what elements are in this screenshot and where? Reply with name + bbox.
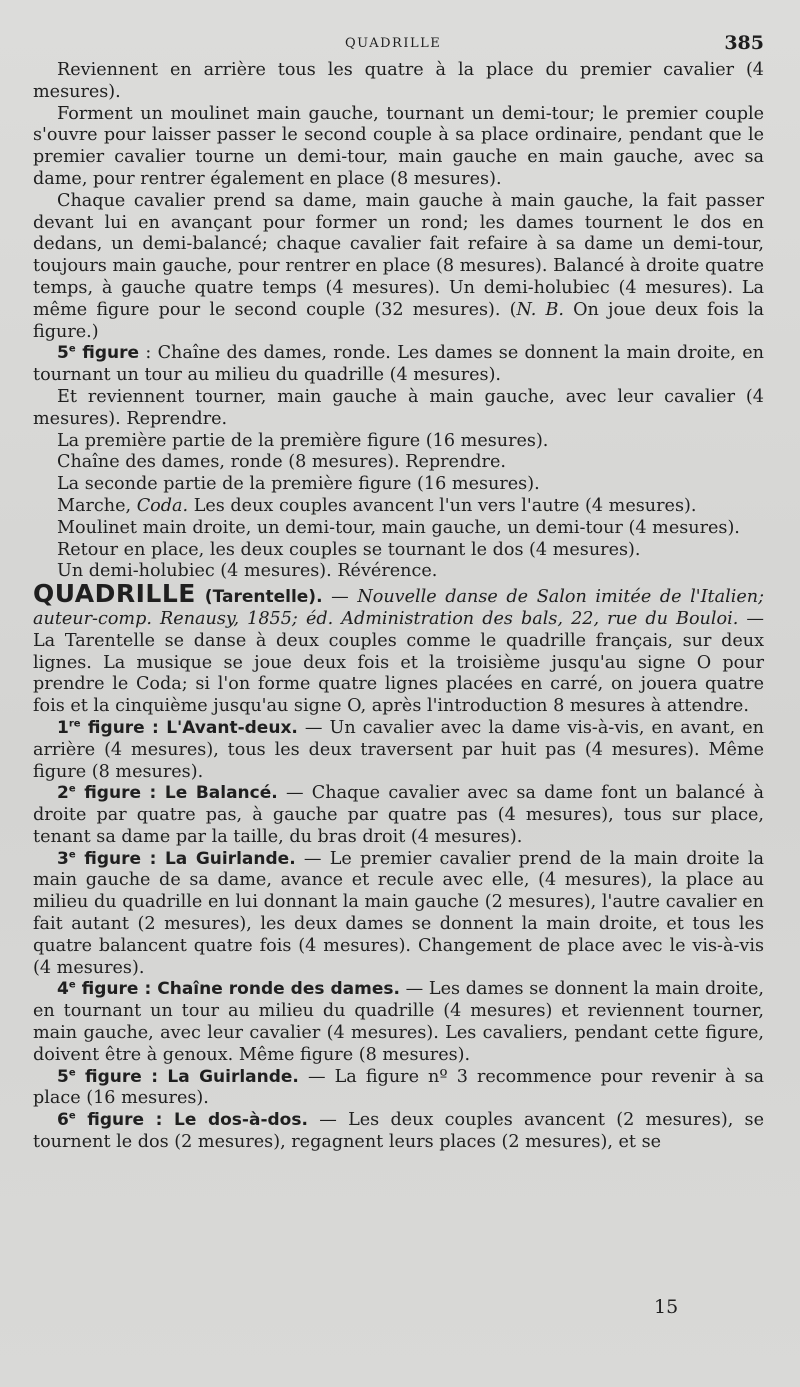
paragraph: Forment un moulinet main gauche, tournant un demi-tour; le premier couple s'ouvre pour laisser passer le second couple à sa place ordinaire, pendant que le premier cavalier tourne un demi-tour, main gauche en main gauche, avec sa dame, pour rentrer également en place (8 mesures). [33,103,764,189]
figure-text: — Le premier cavalier prend de la main droite la main gauche de sa dame, avance et recule avec elle, (4 mesures), la place au milieu du quadrille en lui donnant la main gauche (2 mesures), l'autre cavalier en fait autant (2 mesures), les deux dames se donnent la main droite, et tous les quatre balancent quatre fois (4 mesures). Changement de place avec le vis-à-vis (4 mesures). [33,848,764,978]
figure-label: figure : Chaîne ronde des dames. [75,979,400,1000]
figure-ordinal: e [68,1110,76,1122]
quadrille-entry [33,579,765,718]
paragraph-text: Les deux couples avancent l'un vers l'autre (4 mesures). [188,495,697,516]
figure-ordinal: e [68,979,76,991]
figure-label: figure : L'Avant-deux. [80,717,298,738]
paragraph-text: Chaque cavalier prend sa dame, main gauche à main gauche, la fait passer devant lui en avançant pour former un rond; les dames tournent le dos en dedans, un demi-balancé; chaque cavalier fait refaire à sa dame un demi-tour, toujours main gauche, pour rentrer en place (8 mesures). Balancé à droite quatre temps, à gauche quatre temps (4 mesures). Un demi-holubiec (4 mesures). La même figure pour le second couple (32 mesures). ( [33,190,764,320]
figure-label: figure : La Guirlande. [75,1066,299,1087]
paragraph-text: Marche, [57,495,137,516]
nota-bene: N. B. [516,299,564,320]
figure-ordinal: e [68,849,76,861]
paragraph: Chaîne des dames, ronde (8 mesures). Reprendre. [57,452,506,473]
figure-paragraph [33,1110,764,1154]
figure-list [33,718,764,1154]
signature-mark: 15 [654,1296,679,1318]
figure-text: — Un cavalier avec la dame vis-à-vis, en avant, en arrière (4 mesures), tous les deux traversent par huit pas (4 mesures). Même figure (8 mesures). [33,717,764,782]
running-title: QUADRILLE [345,36,442,51]
figure-num: 4 [57,979,69,1000]
figure-number [57,849,296,869]
paragraph: Retour en place, les deux couples se tournant le dos (4 mesures). [57,539,641,560]
figure-number [57,1067,299,1087]
paragraph: La seconde partie de la première figure (16 mesures). [57,474,540,495]
paragraph: Reviennent en arrière tous les quatre à la place du premier cavalier (4 mesures). [33,60,764,102]
paragraph: Et reviennent tourner, main gauche à main gauche, avec leur cavalier (4 mesures). Reprendre. [33,386,764,429]
figure-text: — La figure nº 3 recommence pour revenir à sa place (16 mesures). [33,1066,764,1109]
figure-num: 2 [57,783,69,804]
figure-paragraph [33,718,764,783]
figure-label: figure : Le dos-à-dos. [75,1110,308,1131]
paragraph [33,191,764,344]
figure-text: — Les deux couples avancent (2 mesures), se tournent le dos (2 mesures), regagnent leurs places (2 mesures), et se [33,1110,764,1153]
figure-ordinal: e [68,343,76,355]
figure-text: — Les dames se donnent la main droite, en tournant un tour au milieu du quadrille (4 mesures) et reviennent tourner, main gauche, avec leur cavalier (4 mesures). Les cavaliers, pendant cette figure, doivent être à genoux. Même figure (8 mesures). [33,979,764,1065]
paragraph-text: On joue deux fois la figure.) [33,299,764,342]
paragraph [33,496,764,518]
figure-paragraph [33,979,764,1066]
figure-5-paragraph [33,343,764,387]
figure-label: figure : La Guirlande. [75,848,296,869]
figure-paragraph [33,849,764,980]
figure-ordinal: e [68,1067,76,1078]
paragraph: Un demi-holubiec (4 mesures). Révérence. [57,561,438,582]
figure-text: : Chaîne des dames, ronde. Les dames se donnent la main droite, en tournant un tour au milieu du quadrille (4 mesures). [33,343,764,386]
figure-label: figure [75,343,140,364]
entry-subheading: (Tarentelle). [195,587,323,608]
figure-ordinal: re [68,718,81,730]
paragraph: Moulinet main droite, un demi-tour, main gauche, un demi-tour (4 mesures). [57,517,740,538]
entry-heading: QUADRILLE [33,579,196,609]
figure-text: — Chaque cavalier avec sa dame font un balancé à droite par quatre pas, à gauche par quatre pas (4 mesures), tous sur place, tenant sa dame par la taille, du bras droit (4 mesures). [33,783,764,847]
page-header [33,30,764,60]
figure-paragraph [33,1067,764,1111]
figure-num: 3 [57,848,69,869]
coda-term: Coda. [136,495,189,516]
figure-num: 5 [57,343,69,364]
entry-text: — La Tarentelle se danse à deux couples comme le quadrille français, sur deux lignes. La musique se joue deux fois et la troisième jusqu'au signe O pour prendre le Coda; si l'on forme quatre lignes placées en carré, on jouera quatre fois et la cinquième jusqu'au signe O, après l'introduction 8 mesures à attendre. [33,608,764,717]
figure-number [57,783,278,803]
figure-ordinal: e [68,783,76,795]
figure-num: 5 [57,1066,69,1087]
page-number: 385 [724,32,764,54]
figure-number [57,979,400,999]
figure-num: 6 [57,1110,69,1131]
figure-label: figure : Le Balancé. [75,783,278,804]
figure-number [57,343,139,363]
figure-number [57,718,298,738]
figure-paragraph [33,783,764,848]
body-text [33,60,764,1154]
paragraph: La première partie de la première figure (16 mesures). [57,430,549,451]
entry-source: Nouvelle danse de Salon imitée de l'Italien; auteur-comp. Renausy, 1855; éd. Administration des bals, 22, rue du Bouloi. [33,587,765,629]
figure-number [57,1110,308,1130]
figure-num: 1 [57,717,69,738]
entry-dash: — [322,587,358,608]
